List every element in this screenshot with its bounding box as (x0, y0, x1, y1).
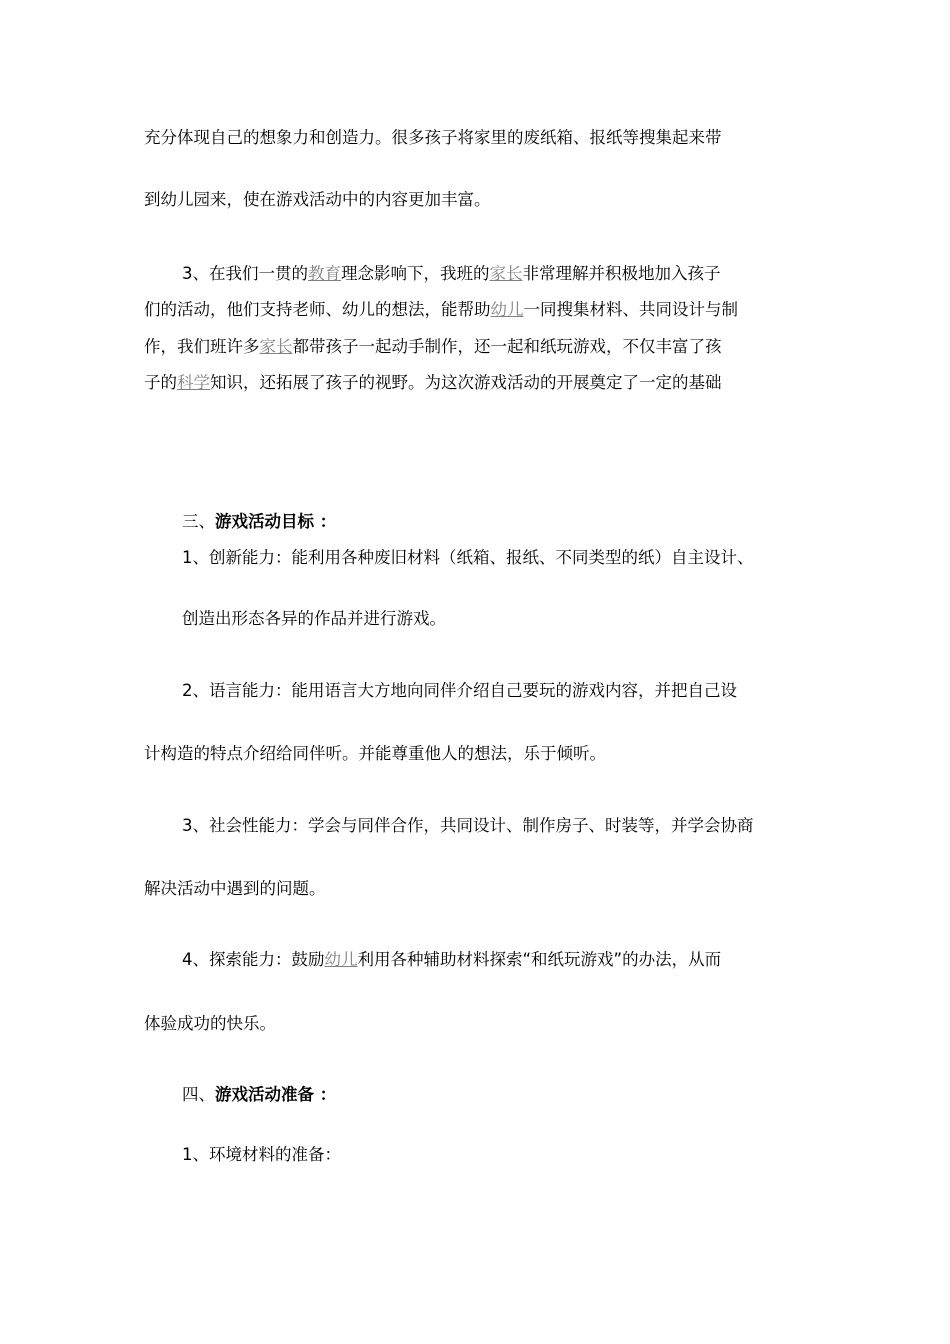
heading-prefix: 三、 (182, 512, 215, 531)
para3-text: 作，我们班许多 (144, 337, 260, 356)
para3-line-4 (144, 369, 824, 397)
section3-heading (182, 508, 824, 536)
goal-4-text: 4、探索能力：鼓励 (182, 950, 325, 969)
link-parents[interactable]: 家长 (489, 264, 523, 283)
link-parents[interactable]: 家长 (259, 337, 293, 356)
para3-text: 都带孩子一起动手制作，还一起和纸玩游戏，不仅丰富了孩 (292, 337, 722, 356)
para3-text: 3、在我们一贯的 (182, 264, 308, 283)
link-education[interactable]: 教育 (308, 264, 341, 283)
heading-title: 游戏活动目标 (215, 512, 314, 531)
intro-line-2: 到幼儿园来，使在游戏活动中的内容更加丰富。 (144, 190, 491, 209)
goal-3-line-1: 3、社会性能力：学会与同伴合作，共同设计、制作房子、时装等，并学会协商 (182, 816, 754, 835)
prep-item-1: 1、环境材料的准备： (182, 1145, 341, 1164)
goal-4-line-1 (182, 946, 824, 974)
para3-text: 非常理解并积极地加入孩子 (522, 264, 721, 283)
para3-text: 们的活动，他们支持老师、幼儿的想法，能帮助 (144, 300, 491, 319)
goal-3-line-2: 解决活动中遇到的问题。 (144, 879, 326, 898)
heading-prefix: 四、 (182, 1085, 215, 1104)
goal-4-text: 利用各种辅助材料探索“和纸玩游戏”的办法，从而 (357, 950, 722, 969)
para3-text: 知识，还拓展了孩子的视野。为这次游戏活动的开展奠定了一定的基础 (210, 373, 722, 392)
heading-suffix: ： (314, 1085, 337, 1104)
link-children[interactable]: 幼儿 (324, 950, 358, 969)
goal-1-line-2: 创造出形态各异的作品并进行游戏。 (182, 609, 446, 628)
goal-1-line-1: 1、创新能力：能利用各种废旧材料（纸箱、报纸、不同类型的纸）自主设计、 (182, 548, 754, 567)
heading-title: 游戏活动准备 (215, 1085, 314, 1104)
goal-4-line-2: 体验成功的快乐。 (144, 1014, 276, 1033)
heading-suffix: ： (314, 512, 337, 531)
section4-heading (182, 1081, 824, 1109)
para3-line-1 (182, 260, 824, 288)
intro-line-1: 充分体现自己的想象力和创造力。很多孩子将家里的废纸箱、报纸等搜集起来带 (144, 128, 722, 147)
goal-2-line-2: 计构造的特点介绍给同伴听。并能尊重他人的想法，乐于倾听。 (144, 744, 606, 763)
para3-text: 一同搜集材料、共同设计与制 (523, 300, 738, 319)
para3-line-2 (144, 296, 824, 324)
goal-2-line-1: 2、语言能力：能用语言大方地向同伴介绍自己要玩的游戏内容，并把自己设 (182, 681, 737, 700)
link-children[interactable]: 幼儿 (490, 300, 524, 319)
para3-line-3 (144, 333, 824, 361)
link-science[interactable]: 科学 (177, 373, 210, 392)
para3-text: 理念影响下，我班的 (341, 264, 490, 283)
para3-text: 子的 (144, 373, 177, 392)
